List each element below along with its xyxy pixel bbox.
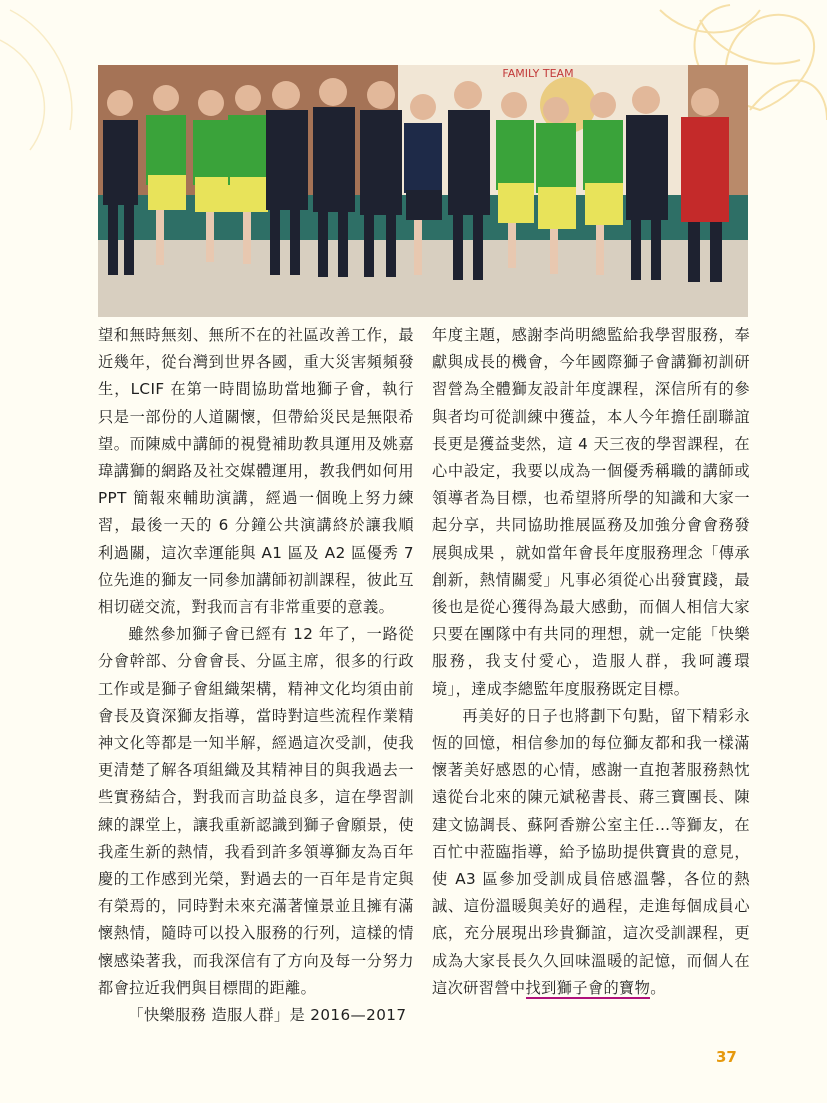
paragraph-with-highlight bbox=[432, 703, 750, 1002]
paragraph: 雖然參加獅子會已經有 12 年了，一路從分會幹部、分會會長、分區主席，很多的行政工作或是獅子會組織架構，精神文化均須由前會長及資深獅友指導，當時對這些流程作業精神文化等都是一知半解，經過這次受訓，使我更清楚了解各項組織及其精神目的與我過去一些實務結合，對我而言助益良多，這在學習訓練的課堂上，讓我重新認識到獅子會願景，使我產生新的熱情，我看到許多領導獅友為百年慶的工作感到光榮，對過去的一百年是肯定與有榮焉的，同時對未來充滿著憧景並且擁有滿懷熱情，隨時可以投入服務的行列，這樣的情懷感染著我，而我深信有了方向及每一分努力都會拉近我們與目標間的距離。 bbox=[98, 625, 414, 997]
paragraph-ending: 。 bbox=[650, 978, 666, 997]
paragraph: 年度主題，感謝李尚明總監給我學習服務，奉獻與成長的機會，今年國際獅子會講獅初訓研習營為全體獅友設計年度課程，深信所有的參與者均可從訓練中獲益，本人今年擔任副聯誼長更是獲益斐然，這 4 天三夜的學習課程，在心中設定，我要以成為一個優秀稱職的講師或領導者為目標，也希望將所學的知識和大家一起分享，共同協助推展區務及加強分會會務發展與成果 ，就如當年會長年度服務理念「傳承創新，熱情關愛」凡事必須從心出發實踐，最後也是從心獲得為最大感動，而個人相信大家只要在團隊中有共同的理想，就一定能「快樂服務，我支付愛心，造服人群，我呵護環境」，達成李總監年度服務既定目標。 bbox=[432, 326, 750, 698]
group-photo-image bbox=[98, 65, 748, 317]
highlighted-phrase: 找到獅子會的寶物 bbox=[525, 978, 651, 997]
flower-decoration bbox=[0, 0, 100, 160]
left-text-column bbox=[98, 322, 414, 1029]
page-number: 37 bbox=[716, 1048, 737, 1066]
paragraph-text: 再美好的日子也將劃下句點，留下精彩永恆的回憶，相信參加的每位獅友都和我一樣滿懷著美好感恩的心情，感謝一直抱著服務熱忱遠從台北來的陳元斌秘書長、蔣三寶團長、陳建文協調長、蘇阿香辦公室主任…等獅友，在百忙中蒞臨指導，給予協助提供寶貴的意見，使 A3 區參加受訓成員倍感溫馨，各位的熱誠、這份溫暖與美好的過程，走進每個成員心底，充分展現出珍貴獅誼，這次受訓課程，更成為大家長長久久回味溫暖的記憶，而個人在這次研習營中 bbox=[432, 706, 750, 997]
group-photo bbox=[98, 65, 748, 317]
banner-text: FAMILY TEAM bbox=[502, 67, 574, 80]
right-text-column bbox=[432, 322, 750, 1002]
paragraph: 望和無時無刻、無所不在的社區改善工作，最近幾年，從台灣到世界各國，重大災害頻頻發生，LCIF 在第一時間協助當地獅子會，執行只是一部份的人道關懷，但帶給災民是無限希望。而陳威中講師的視覺補助教具運用及姚嘉瑋講獅的網路及社交媒體運用，教我們如何用 PPT 簡報來輔助演講，經過一個晚上努力練習，最後一天的 6 分鐘公共演講終於讓我順利過關，這次幸運能與 A1 區及 A2 區優秀 7 位先進的獅友一同參加講師初訓課程，彼此互相切磋交流，對我而言有非常重要的意義。 bbox=[98, 326, 414, 617]
paragraph: 「快樂服務 造服人群」是 2016—2017 bbox=[128, 1006, 407, 1025]
